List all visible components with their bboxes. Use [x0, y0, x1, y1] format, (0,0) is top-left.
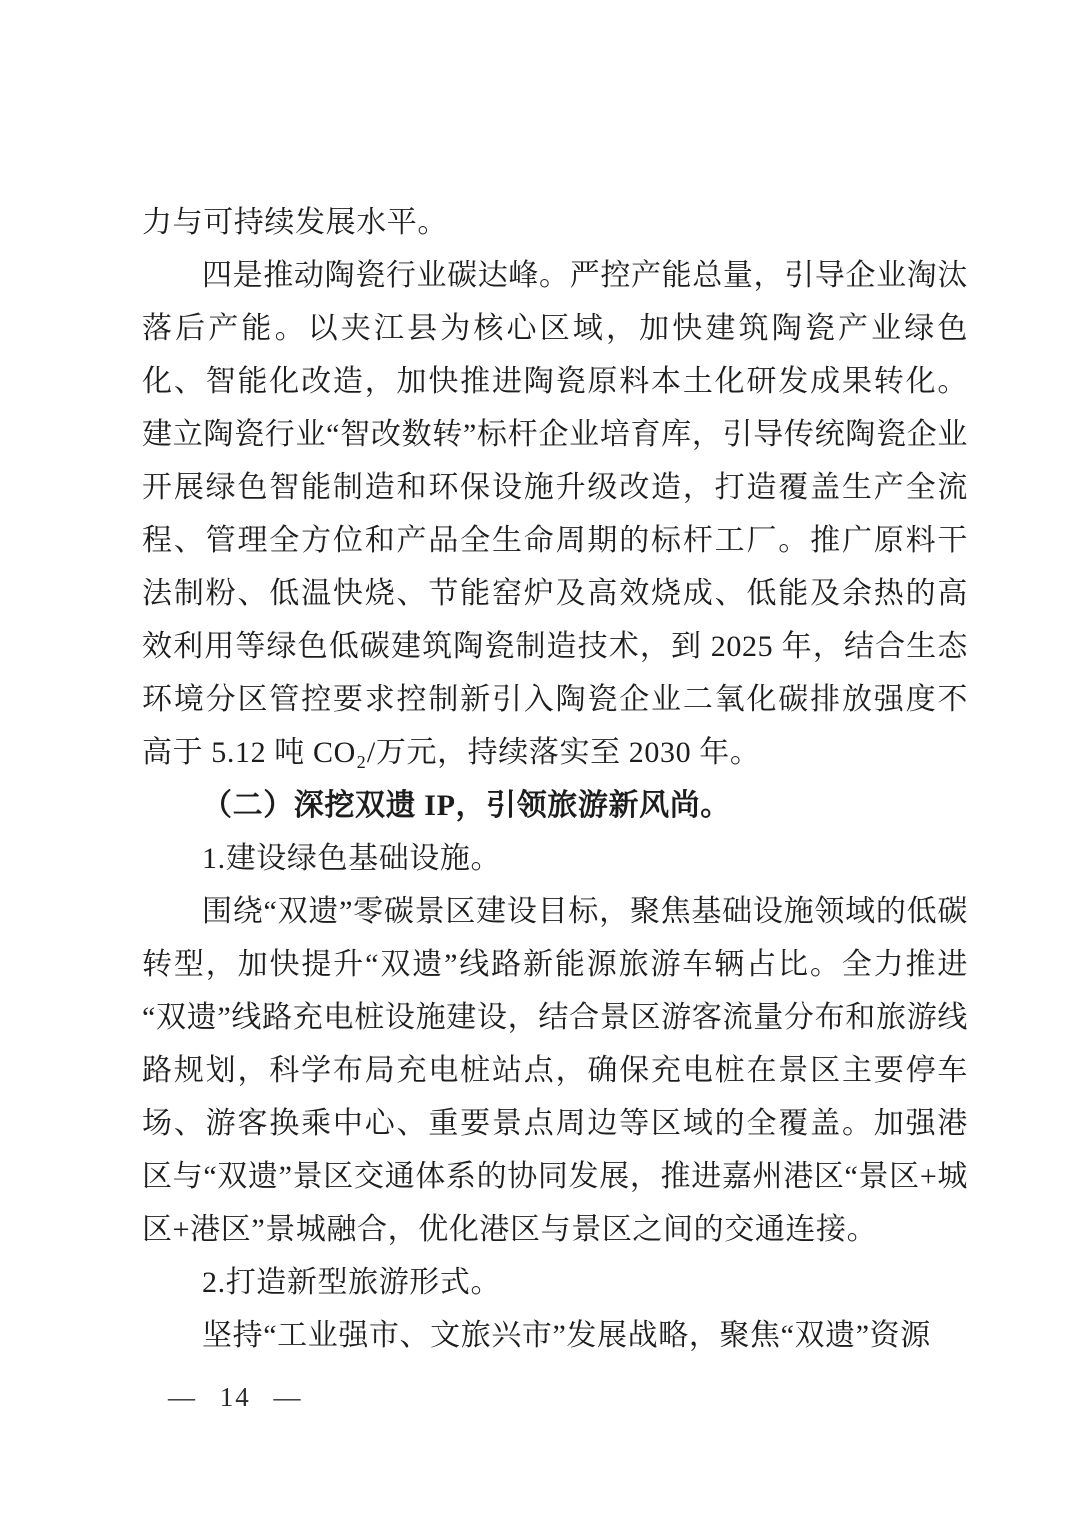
- paragraph-tourism-strategy: 坚持“工业强市、文旅兴市”发展战略，聚焦“双遗”资源: [202, 1319, 931, 1352]
- paragraph-continuation: 力与可持续发展水平。: [142, 206, 448, 239]
- document-body: [142, 196, 968, 1362]
- section-heading-2: （二）深挖双遗 IP，引领旅游新风尚。: [202, 789, 731, 822]
- subheading-1-green-infrastructure: 1.建设绿色基础设施。: [202, 842, 502, 875]
- page-number: — 14 —: [168, 1382, 303, 1412]
- paragraph-ceramics-carbon-peak: 四是推动陶瓷行业碳达峰。严控产能总量，引导企业淘汰落后产能。以夹江县为核心区域，加快建筑陶瓷产业绿色化、智能化改造，加快推进陶瓷原料本土化研发成果转化。建立陶瓷行业“智改数转”标杆企业培育库，引导传统陶瓷企业开展绿色智能制造和环保设施升级改造，打造覆盖生产全流程、管理全方位和产品全生命周期的标杆工厂。推广原料干法制粉、低温快烧、节能窑炉及高效烧成、低能及余热的高效利用等绿色低碳建筑陶瓷制造技术，到 2025 年，结合生态环境分区管控要求控制新引入陶瓷企业二氧化碳排放强度不高于 5.12 吨 CO₂/万元，持续落实至 2030 年。: [142, 259, 968, 769]
- paragraph-green-infrastructure: 围绕“双遗”零碳景区建设目标，聚焦基础设施领域的低碳转型，加快提升“双遗”线路新能源旅游车辆占比。全力推进“双遗”线路充电桩设施建设，结合景区游客流量分布和旅游线路规划，科学布局充电桩站点，确保充电桩在景区主要停车场、游客换乘中心、重要景点周边等区域的全覆盖。加强港区与“双遗”景区交通体系的协同发展，推进嘉州港区“景区+城区+港区”景城融合，优化港区与景区之间的交通连接。: [142, 895, 968, 1246]
- subheading-2-new-tourism: 2.打造新型旅游形式。: [202, 1266, 502, 1299]
